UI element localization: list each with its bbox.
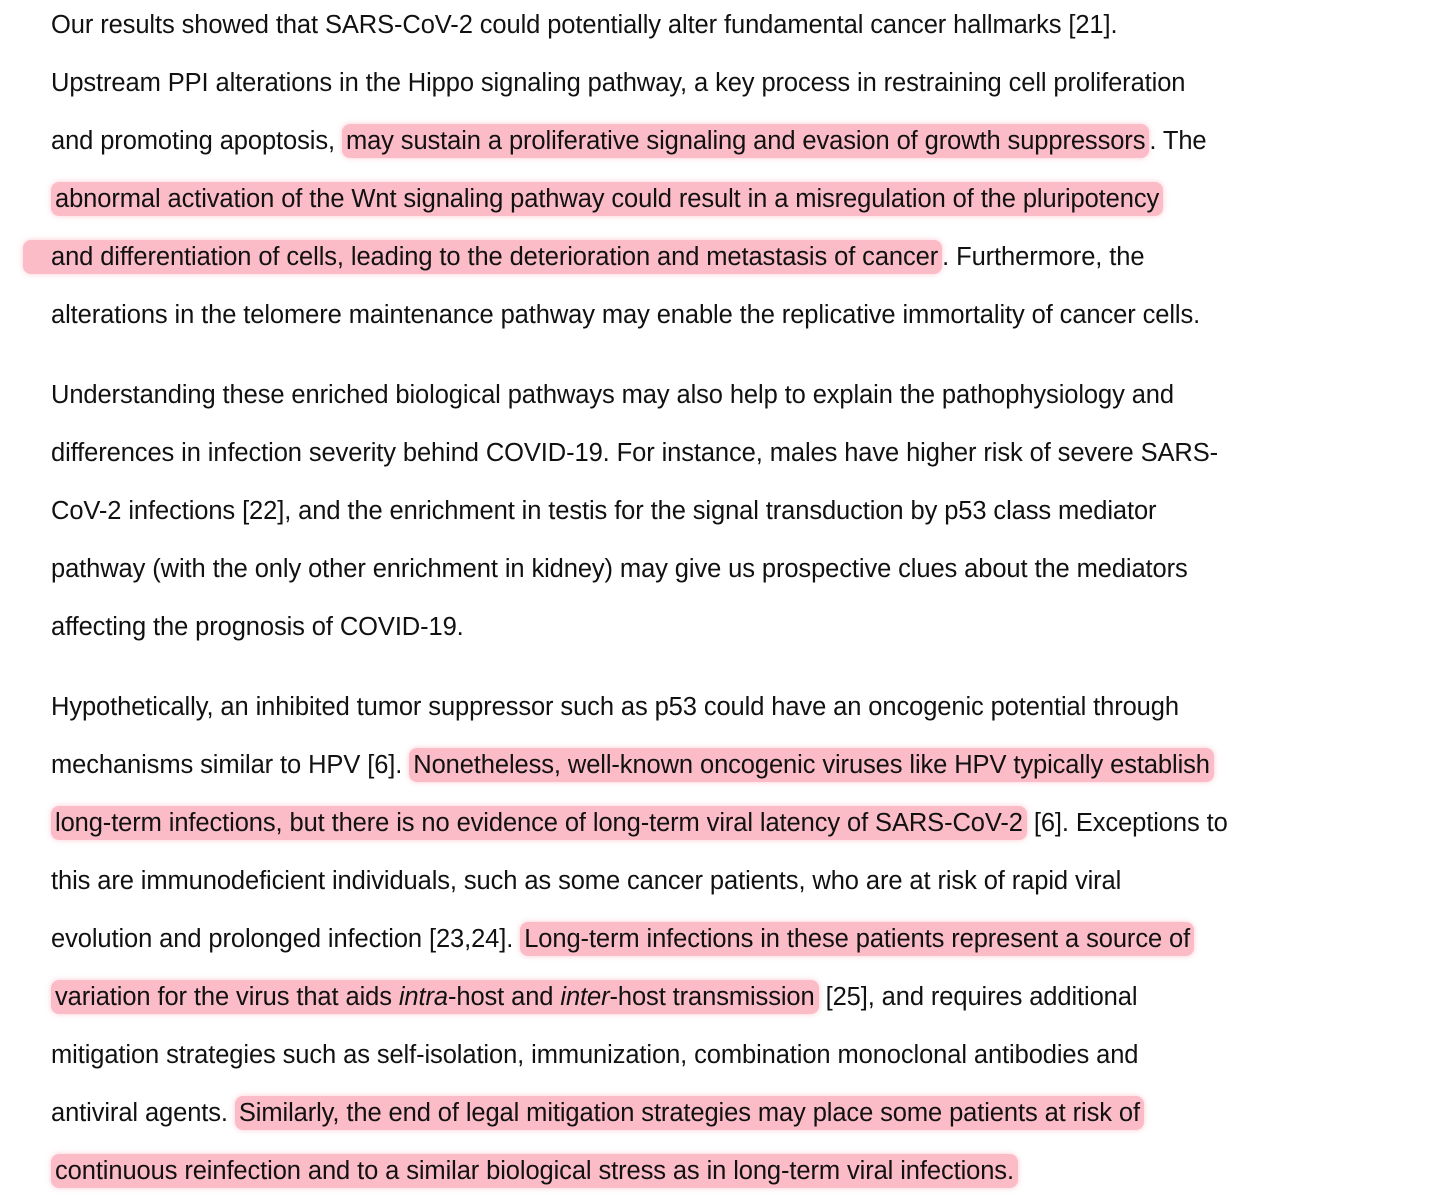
text-run: and promoting apoptosis, xyxy=(51,127,342,155)
paragraph-2-line-2 xyxy=(51,438,1218,468)
text-run: . Furthermore, the xyxy=(942,243,1145,271)
paragraph-1-line-6 xyxy=(51,300,1200,330)
paragraph-2-line-3 xyxy=(51,496,1156,526)
text-run: [6]. Exceptions to xyxy=(1026,809,1228,837)
text-run: differences in infection severity behind COVID-19. For instance, males have higher risk of severe SARS- xyxy=(51,439,1219,467)
paragraph-3-line-1 xyxy=(51,692,1179,722)
highlighted-text xyxy=(51,980,819,1014)
text-run: affecting the prognosis of COVID-19. xyxy=(51,613,464,641)
highlighted-text: long-term infections, but there is no evidence of long-term viral latency of SARS-CoV-2 xyxy=(51,806,1027,840)
highlighted-text: and differentiation of cells, leading to the deterioration and metastasis of cancer xyxy=(23,240,942,274)
text-run: Upstream PPI alterations in the Hippo signaling pathway, a key process in restraining cell proliferation xyxy=(51,69,1186,97)
italic-text: intra xyxy=(398,983,448,1011)
paragraph-2-line-4 xyxy=(51,554,1188,584)
paragraph-3-line-9 xyxy=(51,1156,1018,1186)
text-run: -host and xyxy=(447,983,561,1011)
paragraph-1-line-5 xyxy=(51,242,1144,272)
text-run: Understanding these enriched biological pathways may also help to explain the pathophysiology and xyxy=(51,381,1174,409)
paragraph-2-line-5 xyxy=(51,612,464,642)
text-run: pathway (with the only other enrichment in kidney) may give us prospective clues about the mediators xyxy=(51,555,1188,583)
text-run: antiviral agents. xyxy=(51,1099,235,1127)
paragraph-3-line-7 xyxy=(51,1040,1138,1070)
paragraph-1-line-3 xyxy=(51,126,1207,156)
highlighted-text: continuous reinfection and to a similar biological stress as in long-term viral infections. xyxy=(51,1154,1018,1188)
text-run: mitigation strategies such as self-isolation, immunization, combination monoclonal antibodies and xyxy=(51,1041,1139,1069)
paragraph-3-line-8 xyxy=(51,1098,1144,1128)
text-run: -host transmission xyxy=(609,983,815,1011)
highlighted-text: may sustain a proliferative signaling and evasion of growth suppressors xyxy=(342,124,1149,158)
paragraph-3-line-5 xyxy=(51,924,1194,954)
text-run: this are immunodeficient individuals, such as some cancer patients, who are at risk of rapid viral xyxy=(51,867,1122,895)
text-run: [25], and requires additional xyxy=(818,983,1138,1011)
text-run: Our results showed that SARS-CoV-2 could potentially alter fundamental cancer hallmarks [21]. xyxy=(51,11,1118,39)
text-run: mechanisms similar to HPV [6]. xyxy=(51,751,410,779)
text-run: . The xyxy=(1149,127,1207,155)
paragraph-2-line-1 xyxy=(51,380,1174,410)
text-run: CoV-2 infections [22], and the enrichment in testis for the signal transduction by p53 class mediator xyxy=(51,497,1157,525)
text-run: Hypothetically, an inhibited tumor suppressor such as p53 could have an oncogenic potential through xyxy=(51,693,1179,721)
paragraph-1-line-4 xyxy=(51,184,1163,214)
paragraph-3-line-3 xyxy=(51,808,1228,838)
highlighted-text: Nonetheless, well-known oncogenic viruses like HPV typically establish xyxy=(409,748,1214,782)
paragraph-1-line-2 xyxy=(51,68,1185,98)
italic-text: inter xyxy=(560,983,610,1011)
paragraph-3-line-4 xyxy=(51,866,1121,896)
text-run: alterations in the telomere maintenance pathway may enable the replicative immortality of cancer cells. xyxy=(51,301,1201,329)
highlighted-text: abnormal activation of the Wnt signaling pathway could result in a misregulation of the pluripotency xyxy=(51,182,1163,216)
paragraph-3-line-2 xyxy=(51,750,1214,780)
paragraph-1-line-1 xyxy=(51,10,1117,40)
paragraph-3-line-6 xyxy=(51,982,1137,1012)
text-run: variation for the virus that aids xyxy=(55,983,399,1011)
highlighted-text: Long-term infections in these patients represent a source of xyxy=(520,922,1194,956)
text-run: evolution and prolonged infection [23,24]. xyxy=(51,925,521,953)
highlighted-text: Similarly, the end of legal mitigation strategies may place some patients at risk of xyxy=(235,1096,1144,1130)
